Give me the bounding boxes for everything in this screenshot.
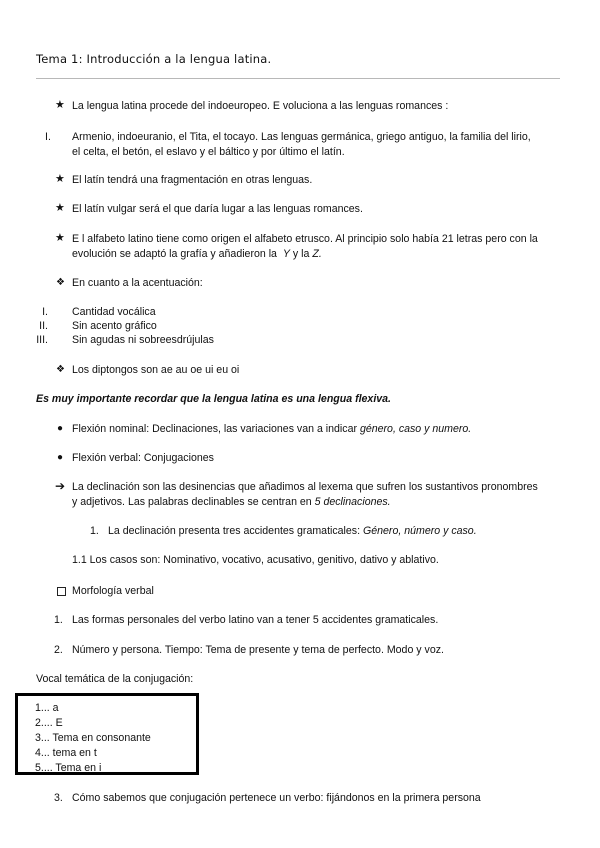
arrow-bullet-icon: ➔ [55, 479, 66, 493]
declension-italic: 5 declinaciones. [314, 496, 391, 508]
bullet-icon: ● [57, 452, 64, 463]
flexion-nominal-text: Flexión nominal: Declinaciones, las variaciones van a indicar [72, 423, 357, 435]
roman-marker: I. [42, 306, 48, 318]
vocal-box-line: 5.... Tema en i [35, 762, 102, 774]
number-marker: 1. [54, 614, 63, 626]
list-item: La lengua latina procede del indoeuropeo. E voluciona a las lenguas romances : [72, 100, 449, 112]
vocal-box-line: 3... Tema en consonante [35, 732, 151, 744]
list-item: Número y persona. Tiempo: Tema de presente y tema de perfecto. Modo y voz. [72, 644, 444, 656]
vocal-box [15, 693, 199, 775]
list-item-continuation [72, 247, 322, 262]
letter-z: Z. [312, 248, 322, 260]
list-item-continuation [72, 495, 391, 510]
list-item: El latín vulgar será el que daría lugar a las lenguas romances. [72, 203, 363, 215]
section-heading: Morfología verbal [72, 585, 154, 597]
list-item: E l alfabeto latino tiene como origen el alfabeto etrusco. Al principio solo había 21 letras pero con la [72, 233, 538, 245]
vocal-box-line: 4... tema en t [35, 747, 97, 759]
number-marker: 3. [54, 792, 63, 804]
declension-text: y adjetivos. Las palabras declinables se centran en [72, 496, 312, 508]
list-item [108, 524, 477, 539]
list-item: Armenio, indoeuranio, el Tita, el tocayo. Las lenguas germánica, griego antiguo, la familia del lirio, [72, 131, 531, 143]
list-item: El latín tendrá una fragmentación en otras lenguas. [72, 174, 313, 186]
star-bullet-icon: ★ [55, 99, 65, 111]
important-note: Es muy importante recordar que la lengua latina es una lengua flexiva. [36, 393, 391, 405]
accidents-text: La declinación presenta tres accidentes gramaticales: [108, 525, 361, 537]
list-item: Las formas personales del verbo latino van a tener 5 accidentes gramaticales. [72, 614, 439, 626]
list-item [72, 422, 471, 437]
vocal-box-line: 1... a [35, 702, 59, 714]
list-item: Los diptongos son ae au oe ui eu oi [72, 364, 240, 376]
bullet-icon: ● [57, 423, 64, 434]
roman-marker: II. [39, 320, 48, 332]
section-heading: Vocal temática de la conjugación: [36, 673, 194, 685]
vocal-box-line: 2.... E [35, 717, 63, 729]
list-item: Sin acento gráfico [72, 320, 157, 332]
page-title: Tema 1: Introducción a la lengua latina. [36, 52, 272, 66]
alphabet-text: evolución se adaptó la grafía y añadieron la [72, 248, 277, 260]
list-item: La declinación son las desinencias que añadimos al lexema que sufren los sustantivos pronombres [72, 481, 538, 493]
section-heading: En cuanto a la acentuación: [72, 277, 203, 289]
diamond-bullet-icon: ❖ [56, 364, 65, 375]
title-divider [36, 78, 560, 79]
list-item: 1.1 Los casos son: Nominativo, vocativo, acusativo, genitivo, dativo y ablativo. [72, 554, 439, 566]
star-bullet-icon: ★ [55, 173, 65, 185]
number-marker: 2. [54, 644, 63, 656]
letter-y: Y [282, 248, 290, 260]
number-marker: 1. [90, 525, 99, 537]
checkbox-bullet-icon [57, 587, 66, 596]
list-item-continuation: el celta, el betón, el eslavo y el báltico y por último el latín. [72, 146, 345, 158]
star-bullet-icon: ★ [55, 202, 65, 214]
flexion-nominal-italic: género, caso y numero. [359, 423, 472, 435]
roman-marker: I. [45, 131, 51, 143]
star-bullet-icon: ★ [55, 232, 65, 244]
roman-marker: III. [36, 334, 48, 346]
diamond-bullet-icon: ❖ [56, 277, 65, 288]
list-item: Cómo sabemos que conjugación pertenece un verbo: fijándonos en la primera persona [72, 792, 481, 804]
list-item: Cantidad vocálica [72, 306, 156, 318]
list-item: Sin agudas ni sobreesdrújulas [72, 334, 214, 346]
accidents-italic: Género, número y caso. [363, 525, 477, 537]
alphabet-text-mid: y la [292, 248, 310, 260]
list-item: Flexión verbal: Conjugaciones [72, 452, 214, 464]
